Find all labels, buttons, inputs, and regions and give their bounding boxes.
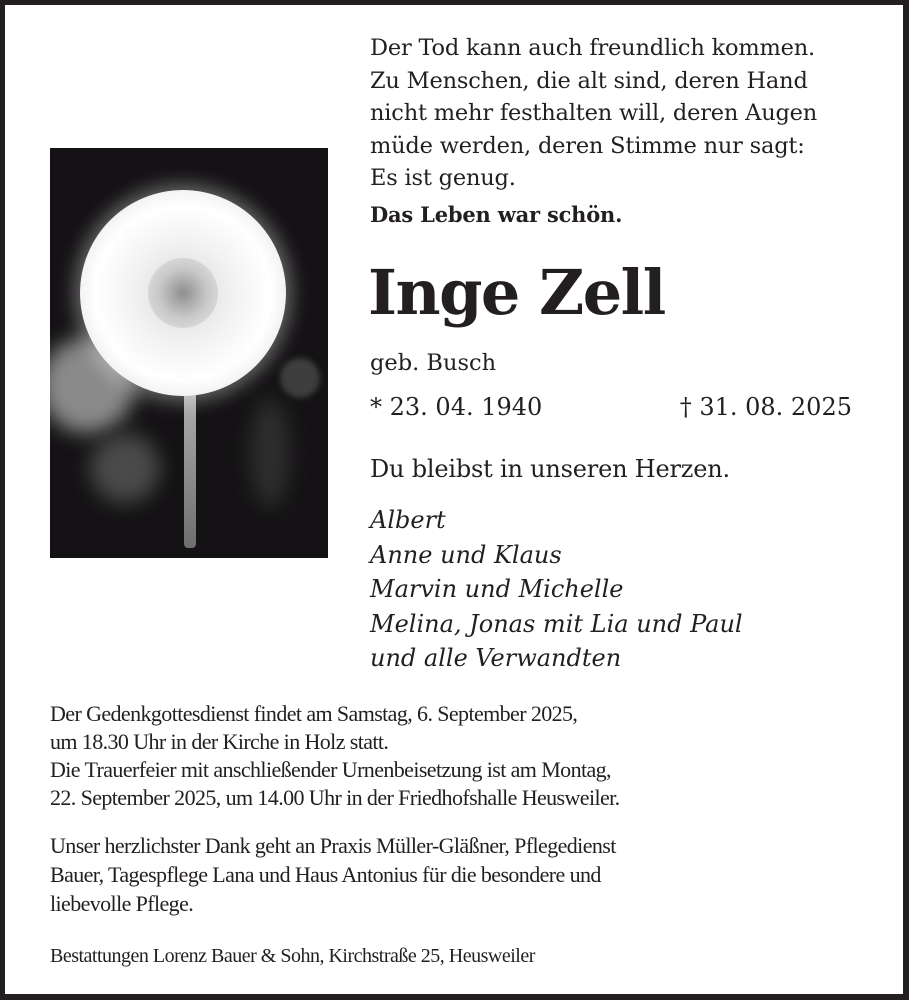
bokeh-light [280,358,320,398]
info-line: um 18.30 Uhr in der Kirche in Holz statt. [50,729,389,754]
maiden-name: geb. Busch [370,350,497,376]
mourner: Albert [370,506,446,534]
info-line: Die Trauerfeier mit anschließender Urnenbeisetzung ist am Montag, [50,757,611,782]
thanks-line: Unser herzlichster Dank geht an Praxis Müller-Gläßner, Pflegedienst [50,833,616,858]
info-line: 22. September 2025, um 14.00 Uhr in der Friedhofshalle Heusweiler. [50,785,620,810]
thanks-text [50,831,870,918]
service-info [50,700,870,812]
birth-date: * 23. 04. 1940 [370,393,543,421]
mourner: Marvin und Michelle [370,575,624,603]
life-dates [370,393,852,421]
thanks-line: liebevolle Pflege. [50,891,194,916]
info-line: Der Gedenkgottesdienst findet am Samstag, 6. September 2025, [50,701,578,726]
bokeh-light [90,433,160,503]
poem-line: Es ist genug. [370,165,516,191]
motto: Das Leben war schön. [370,202,623,227]
obituary-notice [5,5,903,994]
deceased-name: Inge Zell [368,256,665,329]
bokeh-light [250,398,290,508]
death-date: † 31. 08. 2025 [679,393,852,421]
poem-line: Zu Menschen, die alt sind, deren Hand [370,67,808,94]
poem-line: Der Tod kann auch freundlich kommen. [370,35,815,61]
poem-line: nicht mehr festhalten will, deren Augen [370,100,818,126]
farewell-line: Du bleibst in unseren Herzen. [370,455,730,483]
mourner: und alle Verwandten [370,644,622,672]
undertaker-line: Bestattungen Lorenz Bauer & Sohn, Kirchstraße 25, Heusweiler [50,945,535,967]
mourner: Melina, Jonas mit Lia und Paul [370,609,743,638]
thanks-line: Bauer, Tagespflege Lana und Haus Antonius für die besondere und [50,862,601,887]
mourners-list [370,503,743,676]
mourner: Anne und Klaus [370,540,562,569]
poem [370,32,870,195]
dandelion-photo [50,148,328,558]
dandelion-seed-head [80,190,286,396]
poem-line: müde werden, deren Stimme nur sagt: [370,132,805,159]
